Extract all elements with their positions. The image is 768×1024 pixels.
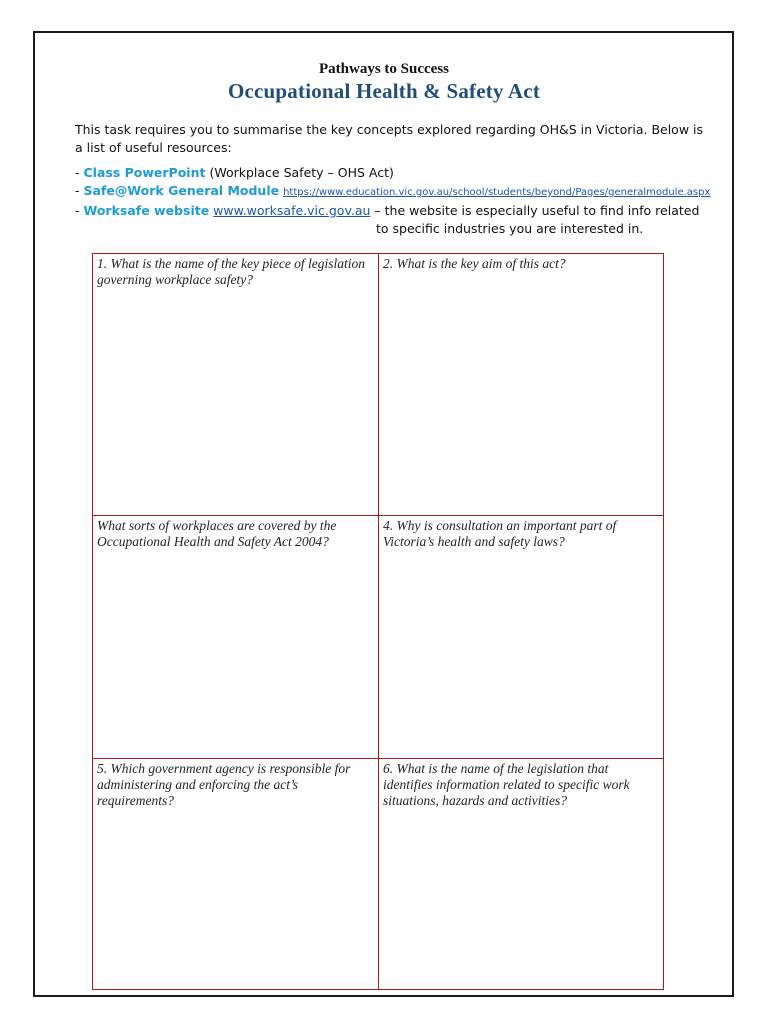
safeatwork-link[interactable]: https://www.education.vic.gov.au/school/students/beyond/Pages/generalmodule.aspx — [283, 187, 711, 198]
question-cell-5[interactable]: 5. Which government agency is responsible for administering and enforcing the act’s requirements? — [93, 759, 379, 989]
resource-detail-continued: to specific industries you are interested in. — [376, 221, 644, 236]
resource-detail: (Workplace Safety – OHS Act) — [205, 165, 394, 180]
resource-name: Class PowerPoint — [83, 165, 206, 180]
page-title: Occupational Health & Safety Act — [227, 79, 541, 103]
page-subtitle: Pathways to Success — [319, 61, 449, 77]
resource-name: Safe@Work General Module — [83, 183, 280, 198]
resource-item-powerpoint — [75, 164, 715, 182]
resource-detail: – the website is especially useful to find info related — [370, 203, 700, 218]
question-cell-1[interactable]: 1. What is the name of the key piece of legislation governing workplace safety? — [93, 254, 379, 516]
question-cell-6[interactable]: 6. What is the name of the legislation that identifies information related to specific work situations, hazards and activities? — [383, 761, 630, 808]
resource-bullet: - — [75, 165, 84, 180]
question-cell-4[interactable]: 4. Why is consultation an important part of Victoria’s health and safety laws? — [379, 516, 663, 759]
worksafe-link[interactable]: www.worksafe.vic.gov.au — [213, 203, 371, 218]
resource-list — [75, 164, 715, 238]
question-cell-3[interactable]: What sorts of workplaces are covered by the Occupational Health and Safety Act 2004? — [93, 516, 379, 759]
resource-name: Worksafe website — [83, 203, 210, 218]
intro-text: This task requires you to summarise the key concepts explored regarding OH&S in Victoria. Below is a list of useful resources: — [75, 122, 704, 155]
resource-bullet: - — [75, 183, 84, 198]
resource-item-safeatwork — [75, 182, 715, 202]
resource-item-worksafe — [75, 202, 715, 220]
resource-bullet: - — [75, 203, 84, 218]
question-table — [92, 253, 664, 990]
question-cell-2[interactable]: 2. What is the key aim of this act? — [379, 254, 663, 516]
